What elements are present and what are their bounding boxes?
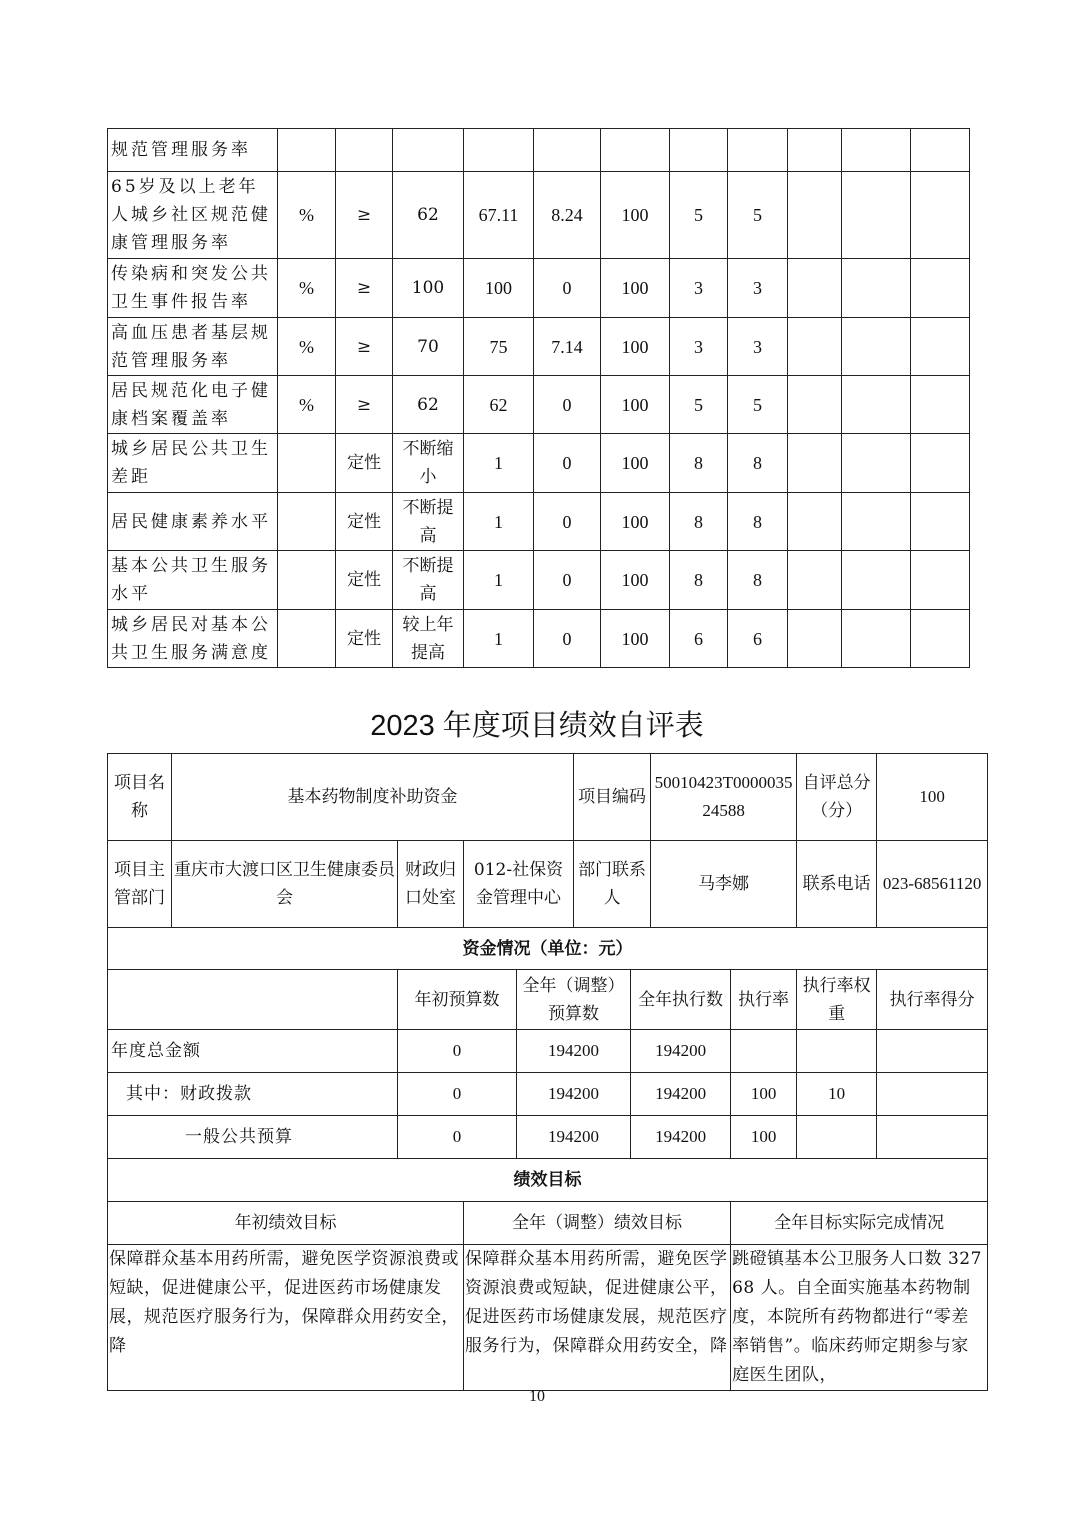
indicator-unit: % xyxy=(278,376,336,434)
indicator-op: ≥ xyxy=(336,259,393,318)
project-code-label: 项目编码 xyxy=(574,754,651,841)
indicator-score xyxy=(728,129,788,172)
indicator-deviation: 0 xyxy=(534,610,601,668)
indicator-c11 xyxy=(911,129,970,172)
indicator-weight: 8 xyxy=(670,434,728,493)
indicator-c9 xyxy=(788,129,842,172)
indicator-score: 6 xyxy=(728,610,788,668)
indicator-c10 xyxy=(842,318,911,376)
indicator-deviation: 0 xyxy=(534,493,601,551)
indicator-name: 基本公共卫生服务水平 xyxy=(108,551,278,610)
funds-score xyxy=(877,1116,988,1159)
indicator-op: 定性 xyxy=(336,551,393,610)
indicator-unit xyxy=(278,434,336,493)
actual-completion-text: 跳磴镇基本公卫服务人口数 32768 人。自全面实施基本药物制度，本院所有药物都进行“零差率销售”。临床药师定期参与家庭医生团队， xyxy=(731,1245,988,1391)
indicator-weight: 8 xyxy=(670,493,728,551)
indicator-deviation: 0 xyxy=(534,259,601,318)
funds-initial: 0 xyxy=(398,1073,517,1116)
indicator-c11 xyxy=(911,551,970,610)
indicator-actual: 75 xyxy=(464,318,534,376)
indicator-row xyxy=(108,376,970,434)
funds-header: 全年执行数 xyxy=(631,970,731,1030)
indicator-op: ≥ xyxy=(336,318,393,376)
phone-label: 联系电话 xyxy=(797,841,877,928)
indicator-c9 xyxy=(788,259,842,318)
indicator-target: 62 xyxy=(393,172,464,259)
funds-rate xyxy=(731,1030,797,1073)
funds-executed: 194200 xyxy=(631,1030,731,1073)
indicator-op: 定性 xyxy=(336,434,393,493)
indicator-c9 xyxy=(788,610,842,668)
funds-initial: 0 xyxy=(398,1030,517,1073)
indicator-c10 xyxy=(842,376,911,434)
indicator-target: 100 xyxy=(393,259,464,318)
indicator-op: ≥ xyxy=(336,376,393,434)
indicator-c10 xyxy=(842,551,911,610)
indicator-c10 xyxy=(842,610,911,668)
indicator-unit: % xyxy=(278,318,336,376)
funds-row-label: 一般公共预算 xyxy=(108,1116,398,1159)
indicator-row xyxy=(108,610,970,668)
goals-section-title: 绩效目标 xyxy=(108,1159,988,1202)
indicator-c9 xyxy=(788,376,842,434)
indicator-target: 70 xyxy=(393,318,464,376)
indicator-c10 xyxy=(842,434,911,493)
funds-header: 执行率权重 xyxy=(797,970,877,1030)
funds-header: 全年（调整）预算数 xyxy=(517,970,631,1030)
indicator-row xyxy=(108,551,970,610)
indicator-actual: 1 xyxy=(464,434,534,493)
dept: 重庆市大渡口区卫生健康委员会 xyxy=(172,841,398,928)
indicator-c11 xyxy=(911,493,970,551)
funds-rate: 100 xyxy=(731,1116,797,1159)
indicator-op: 定性 xyxy=(336,610,393,668)
indicator-score: 8 xyxy=(728,493,788,551)
funds-executed: 194200 xyxy=(631,1116,731,1159)
project-code: 50010423T000003524588 xyxy=(651,754,797,841)
indicator-score-pct: 100 xyxy=(601,610,670,668)
indicator-row xyxy=(108,493,970,551)
indicator-row xyxy=(108,318,970,376)
indicator-c9 xyxy=(788,318,842,376)
indicator-deviation: 8.24 xyxy=(534,172,601,259)
funds-header: 执行率 xyxy=(731,970,797,1030)
adjusted-goal-text: 保障群众基本用药所需，避免医学资源浪费或短缺，促进健康公平，促进医药市场健康发展，规范医疗服务行为，保障群众用药安全，降 xyxy=(464,1245,731,1391)
funds-header xyxy=(108,970,398,1030)
indicator-unit xyxy=(278,129,336,172)
indicator-weight: 5 xyxy=(670,376,728,434)
indicator-actual: 62 xyxy=(464,376,534,434)
indicator-unit xyxy=(278,493,336,551)
funds-initial: 0 xyxy=(398,1116,517,1159)
indicator-target xyxy=(393,129,464,172)
indicator-actual: 1 xyxy=(464,551,534,610)
funds-adjusted: 194200 xyxy=(517,1116,631,1159)
indicator-name: 城乡居民公共卫生差距 xyxy=(108,434,278,493)
finance-office: 012-社保资金管理中心 xyxy=(464,841,574,928)
indicator-weight: 6 xyxy=(670,610,728,668)
indicator-actual xyxy=(464,129,534,172)
indicator-c10 xyxy=(842,172,911,259)
indicator-c10 xyxy=(842,493,911,551)
funds-row xyxy=(108,1030,988,1073)
funds-adjusted: 194200 xyxy=(517,1030,631,1073)
indicator-c11 xyxy=(911,376,970,434)
indicator-target: 不断提高 xyxy=(393,551,464,610)
indicator-table xyxy=(107,128,970,668)
indicator-c11 xyxy=(911,259,970,318)
indicator-unit: % xyxy=(278,259,336,318)
page-title: 2023 年度项目绩效自评表 xyxy=(370,710,704,742)
indicator-score-pct: 100 xyxy=(601,259,670,318)
indicator-score: 5 xyxy=(728,172,788,259)
indicator-deviation: 7.14 xyxy=(534,318,601,376)
indicator-c11 xyxy=(911,318,970,376)
indicator-c9 xyxy=(788,434,842,493)
indicator-op: 定性 xyxy=(336,493,393,551)
funds-row-label: 年度总金额 xyxy=(108,1030,398,1073)
indicator-score: 8 xyxy=(728,551,788,610)
indicator-op xyxy=(336,129,393,172)
funds-weight xyxy=(797,1030,877,1073)
indicator-actual: 67.11 xyxy=(464,172,534,259)
indicator-weight: 3 xyxy=(670,259,728,318)
indicator-weight: 3 xyxy=(670,318,728,376)
indicator-c9 xyxy=(788,172,842,259)
funds-rate: 100 xyxy=(731,1073,797,1116)
indicator-score-pct: 100 xyxy=(601,551,670,610)
project-name-row xyxy=(108,754,988,841)
indicator-row xyxy=(108,259,970,318)
indicator-target: 62 xyxy=(393,376,464,434)
indicator-score: 5 xyxy=(728,376,788,434)
indicator-c9 xyxy=(788,551,842,610)
indicator-c11 xyxy=(911,172,970,259)
funds-row xyxy=(108,1073,988,1116)
funds-header: 执行率得分 xyxy=(877,970,988,1030)
phone: 023-68561120 xyxy=(877,841,988,928)
indicator-name: 65岁及以上老年人城乡社区规范健康管理服务率 xyxy=(108,172,278,259)
indicator-score-pct: 100 xyxy=(601,318,670,376)
project-name-label: 项目名称 xyxy=(108,754,172,841)
contact-label: 部门联系人 xyxy=(574,841,651,928)
funds-header: 年初预算数 xyxy=(398,970,517,1030)
page-number: 10 xyxy=(529,1388,545,1405)
indicator-score-pct: 100 xyxy=(601,376,670,434)
funds-section-title: 资金情况（单位：元） xyxy=(108,928,988,970)
indicator-row xyxy=(108,434,970,493)
indicator-c11 xyxy=(911,434,970,493)
indicator-target: 不断提高 xyxy=(393,493,464,551)
indicator-name: 传染病和突发公共卫生事件报告率 xyxy=(108,259,278,318)
indicator-target: 较上年提高 xyxy=(393,610,464,668)
indicator-score-pct: 100 xyxy=(601,493,670,551)
indicator-score: 8 xyxy=(728,434,788,493)
indicator-deviation xyxy=(534,129,601,172)
funds-adjusted: 194200 xyxy=(517,1073,631,1116)
indicator-score-pct: 100 xyxy=(601,172,670,259)
indicator-c11 xyxy=(911,610,970,668)
funds-weight: 10 xyxy=(797,1073,877,1116)
funds-executed: 194200 xyxy=(631,1073,731,1116)
self-score: 100 xyxy=(877,754,988,841)
indicator-target: 不断缩小 xyxy=(393,434,464,493)
funds-header-row xyxy=(108,970,988,1030)
indicator-score-pct xyxy=(601,129,670,172)
project-dept-row xyxy=(108,841,988,928)
goals-header-row xyxy=(108,1202,988,1245)
finance-office-label: 财政归口处室 xyxy=(398,841,464,928)
funds-score xyxy=(877,1030,988,1073)
goals-header: 全年目标实际完成情况 xyxy=(731,1202,988,1245)
indicator-unit xyxy=(278,610,336,668)
indicator-score: 3 xyxy=(728,259,788,318)
indicator-actual: 1 xyxy=(464,610,534,668)
indicator-row xyxy=(108,172,970,259)
funds-row xyxy=(108,1116,988,1159)
indicator-name: 居民健康素养水平 xyxy=(108,493,278,551)
project-name: 基本药物制度补助资金 xyxy=(172,754,574,841)
funds-score xyxy=(877,1073,988,1116)
funds-weight xyxy=(797,1116,877,1159)
goals-header: 年初绩效目标 xyxy=(108,1202,464,1245)
indicator-c10 xyxy=(842,129,911,172)
indicator-deviation: 0 xyxy=(534,376,601,434)
indicator-unit xyxy=(278,551,336,610)
indicator-op: ≥ xyxy=(336,172,393,259)
project-self-evaluation-table xyxy=(107,753,988,1391)
indicator-unit: % xyxy=(278,172,336,259)
indicator-name: 规范管理服务率 xyxy=(108,129,278,172)
indicator-weight: 5 xyxy=(670,172,728,259)
indicator-score-pct: 100 xyxy=(601,434,670,493)
initial-goal-text: 保障群众基本用药所需，避免医学资源浪费或短缺，促进健康公平，促进医药市场健康发展，规范医疗服务行为，保障群众用药安全，降 xyxy=(108,1245,464,1391)
indicator-actual: 100 xyxy=(464,259,534,318)
indicator-deviation: 0 xyxy=(534,551,601,610)
indicator-weight: 8 xyxy=(670,551,728,610)
indicator-actual: 1 xyxy=(464,493,534,551)
indicator-weight xyxy=(670,129,728,172)
indicator-row xyxy=(108,129,970,172)
dept-label: 项目主管部门 xyxy=(108,841,172,928)
indicator-name: 高血压患者基层规范管理服务率 xyxy=(108,318,278,376)
indicator-score: 3 xyxy=(728,318,788,376)
indicator-c9 xyxy=(788,493,842,551)
indicator-name: 居民规范化电子健康档案覆盖率 xyxy=(108,376,278,434)
goals-content-row xyxy=(108,1245,988,1391)
indicator-deviation: 0 xyxy=(534,434,601,493)
indicator-name: 城乡居民对基本公共卫生服务满意度 xyxy=(108,610,278,668)
contact: 马李娜 xyxy=(651,841,797,928)
indicator-c10 xyxy=(842,259,911,318)
self-score-label: 自评总分（分） xyxy=(797,754,877,841)
goals-header: 全年（调整）绩效目标 xyxy=(464,1202,731,1245)
funds-row-label: 其中：财政拨款 xyxy=(108,1073,398,1116)
